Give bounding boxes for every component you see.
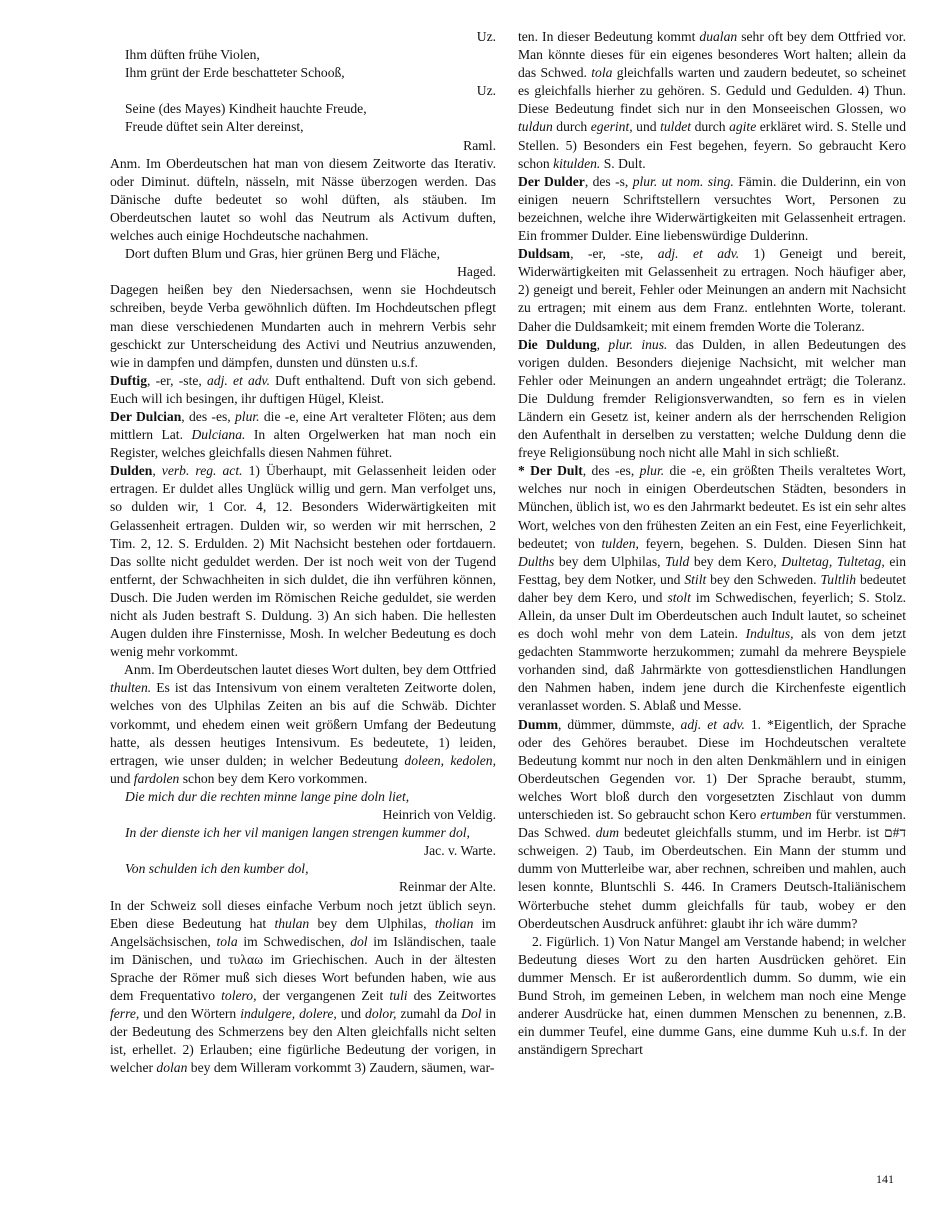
headword: Die Duldung	[518, 336, 597, 352]
entry-dulcian: Der Dulcian, des -es, plur. die -e, eine Art veralteter Flöten; aus dem mittlern Lat. Dulciana. In alten Orgelwerken hat man noch ein Register, welches gleichfalls diesen Nahmen führet.	[110, 408, 497, 461]
verse-line: Seine (des Mayes) Kindheit hauchte Freude,	[125, 101, 367, 117]
entry-dulder: Der Dulder, des -s, plur. ut nom. sing. Fämin. die Dulderinn, ein von einigen neuern Schriftstellern versuchtes Wort, Personen zu bezeichnen, welche ihre Widerwärtigkeiten mit Gelassenheit ertragen. Ein frommer Dulder. Eine liebenswürdige Dulderinn.	[518, 173, 906, 244]
quote-line: Von schulden ich den kumber dol,	[125, 861, 309, 877]
left-column	[110, 28, 496, 1077]
page-number: 141	[876, 1172, 894, 1186]
entry-duldsam: Duldsam, -er, -ste, adj. et adv. 1) Geneigt und bereit, Widerwärtigkeiten mit Gelassenheit zu ertragen. Noch häufiger aber, 2) geneigt und bereit, Fehler oder Meinungen an andern mit Nachsicht zu ertragen; mit einem aus dem Franz. entlehnten Worte, tolerant. Daher die Duldsamkeit; mit einem fremden Worte die Toleranz.	[518, 246, 906, 334]
headword: Dulden	[110, 463, 153, 479]
quote-line: In der dienste ich her vil manigen langen strengen kummer dol,	[125, 825, 470, 841]
anmerkung-paragraph: Anm. Im Oberdeutschen hat man von diesem Zeitworte das Iterativ. oder Diminut. düfteln, nässeln, mit Nässe überzogen werden. Das Dänische dufte bedeutet so wohl düften, als stäuben. Im Oberdeutschen lautet so wohl das Neutrum als Activum duften, welches auch einige Hochdeutsche nachahmen.	[110, 155, 496, 244]
headword: Duldsam	[518, 246, 571, 262]
verse-line: Dort duften Blum und Gras, hier grünen Berg und Fläche,	[125, 246, 440, 262]
paragraph: In der Schweiz soll dieses einfache Verbum noch jetzt üblich seyn. Eben diese Bedeutung hat thulan bey dem Ulphilas, tholian im Angelsächsischen, tola im Schwedischen, dol im Isländischen, taale im Dänischen, und τυλαω im Griechischen. Auch in der ältesten Sprache der Römer muß sich dieses Wort befunden haben, wie aus dem Frequentativo tolero, der vergangenen Zeit tuli des Zeitwortes ferre, und den Wörtern indulgere, dolere, und dolor, zumahl da Dol in der Bedeutung des Schmerzens bey den Alten gleichfalls nicht selten ist, erhellet. 2) Erlauben; eine figürliche Bedeutung der vorigen, in welcher dolan bey dem Willeram vorkommt 3) Zaudern, säumen, war-	[110, 897, 497, 1076]
paragraph: 2. Figürlich. 1) Von Natur Mangel am Verstande habend; in welcher Bedeutung dieses Wort zu den harten Ausdrücken gehöret. Ein dummer Mensch. Er ist außerordentlich dumm. So dumm, wie ein Bund Stroh, im gemeinen Leben, in welchem man noch eine Menge anderer Ausdrücke hat, einen dummen Menschen zu benennen, z.B. ein dummer Teufel, eine dumme Gans, eine dumme Kuh u.s.f. In der anständigern Sprechart	[518, 933, 906, 1058]
entry-dult: * Der Dult, des -es, plur. die -e, ein größten Theils veraltetes Wort, welches nur noch in einigen Oberdeutschen Städten, besonders in München, üblich ist, wo es den Jahrmarkt bedeutet. Es ist ein sehr altes Wort, welches von den frühesten Zeiten an ein Fest, eine Feyerlichkeit, bedeutet; von tulden, feyern, begehen. S. Dulden. Diesen Sinn hat Dulths bey dem Ulphilas, Tuld bey dem Kero, Dultetag, Tultetag, ein Festtag, bey dem Notker, und Stilt bey den Schweden. Tultlih bedeutet daher bey dem Kero, und stolt im Schwedischen, feyerlich; S. Stolz. Allein, da unser Dult im Oberdeutschen auch Indult lautet, so scheinet es doch wohl mehr von dem Latein. Indultus, als von dem jetzt gedachten Stammworte herzukommen; zumahl da mehrere Beyspiele vorhanden sind, daß Jahrmärkte von gottesdienstlichen Handlungen den Nahmen haben, indem jene durch die Kirchenfeste eigentlich veranlasset worden. S. Ablaß und Messe.	[518, 463, 907, 714]
attribution: Haged.	[457, 264, 496, 280]
entry-dulden: Dulden, verb. reg. act. 1) Überhaupt, mit Gelassenheit leiden oder ertragen. Er duldet alles Unglück willig und gern. Man verfolget uns, so dulden wir, 1 Cor. 4, 12. Besonders Widerwärtigkeiten mit Gelassenheit ertragen. Dulden wir, so werden wir mit herrschen, 2 Tim. 2, 12. S. Erdulden. 2) Mit Nachsicht bestehen oder fortdauern. Das sollte nicht geduldet werden. Der ist noch weit von der Tugend entfernt, der Schwachheiten in sich duldet, die ihn verführen können, Dusch. Die Juden werden im Römischen Reiche geduldet, sie werden nicht als Juden bestraft S. Duldung. 3) An sich haben. Die hellesten Augen dulden ihre Finsternisse, Mosh. In welcher Bedeutung es doch wenig mehr vorkommt.	[110, 463, 496, 660]
headword: Dumm	[518, 716, 559, 732]
headword: Der Dulder	[518, 173, 585, 189]
headword: Duftig	[110, 372, 148, 388]
anmerkung-paragraph: Anm. Im Oberdeutschen lautet dieses Wort dulten, bey dem Ottfried thulten. Es ist das Intensivum von einem veralteten Zeitworte dolen, welches von des Ulphilas Zeiten an bis auf die Schwäb. Dichter vorkommt, und ehedem einen weit größern Umfang der Bedeutung hatte, als dessen heutiges Intensivum. Es bedeutete, 1) leiden, ertragen, wie unser dulden; in welcher Bedeutung doleen, kedolen, und fardolen schon bey dem Kero vorkommen.	[110, 662, 496, 786]
headword: * Der Dult	[518, 463, 583, 479]
entry-duftig: Duftig, -er, -ste, adj. et adv. Duft enthaltend. Duft von sich gebend. Euch will ich besingen, ihr duftigen Hügel, Kleist.	[110, 372, 496, 406]
quote-line: Die mich dur die rechten minne lange pine doln liet,	[125, 788, 410, 804]
headword: Der Dulcian	[110, 408, 182, 424]
attribution: Uz.	[476, 83, 496, 99]
attribution: Reinmar der Alte.	[398, 879, 496, 895]
entry-dumm: Dumm, dümmer, dümmste, adj. et adv. 1. *Eigentlich, der Sprache oder des Gehöres beraubet. Diese im Hochdeutschen veraltete Bedeutung kommt nur noch in den alten Denkmählern und in einigen Oberdeutschen Gegenden vor. 1) Der Sprache beraubt, stumm, welches Wort bloß durch den vorgesetzten Zischlaut von dumm unterschieden ist. So gebraucht schon Kero ertumben für verstummen. Das Schwed. dum bedeutet gleichfalls stumm, und im Herbr. ist ד#ם schweigen. 2) Taub, im Oberdeutschen. Ein Mann der stumm und dumm von Mutterleibe war, aber rechnen, schreiben und mahlen, auch lesen konnte, Bluntschli S. 446. In Cramers Deutsch-Italiänischem Wörterbuche stehet dumm gleichfalls für taub, wobey er den Oberdeutschen Ausdruck anführet: glaubt ihr ich wäre dumm?	[518, 716, 906, 931]
verse-line: Ihm grünt der Erde beschatteter Schooß,	[125, 65, 345, 81]
right-column	[518, 28, 906, 1059]
attribution: Uz.	[476, 29, 496, 44]
verse-line: Freude düftet sein Alter dereinst,	[125, 119, 304, 135]
paragraph: Dagegen heißen bey den Niedersachsen, wenn sie Hochdeutsch schreiben, beyde Verba gewöhnlich düften. Im Hochdeutschen pflegt man diese verschiedenen Mundarten auch in mehrern Verbis sehr geschickt zur Unterscheidung des Activi und Neutrius anzuwenden, wie in dampfen und dämpfen, dunsten und dünsten u.s.f.	[110, 282, 496, 370]
attribution: Raml.	[463, 137, 496, 153]
attribution: Jac. v. Warte.	[423, 843, 496, 859]
attribution: Heinrich von Veldig.	[382, 807, 496, 823]
verse-line: Ihm düften frühe Violen,	[125, 47, 260, 63]
paragraph: ten. In dieser Bedeutung kommt dualan sehr oft bey dem Ottfried vor. Man könnte dieses für ein eigenes besonderes Wort halten; allein da das Schwed. tola gleichfalls warten und zaudern bedeutet, so scheinet es gleichfalls hierher zu gehören. S. Geduld und Gedulden. 4) Thun. Diese Bedeutung findet sich nur in den Monseeischen Glossen, wo tuldun durch egerint, und tuldet durch agite erkläret wird. S. Stelle und Stellen. 5) Besonders ein Fest begehen, feyern. So gebraucht Kero schon kitulden. S. Dult.	[518, 29, 907, 171]
entry-duldung: Die Duldung, plur. inus. das Dulden, in allen Bedeutungen des vorigen dulden. Besonders diejenige Nachsicht, mit welcher man Fehler oder Meinungen an andern ungeahndet erträgt; die Toleranz. Die Duldung fremder Religionsverwandten, so fern es in vielen Ländern ein Gesetz ist, keiner andern als der herrschenden Religion den Aufenthalt in derselben zu verstatten; welche Duldung denn die freye Religionsübung noch nicht alle Mahl in sich schließt.	[518, 336, 907, 461]
